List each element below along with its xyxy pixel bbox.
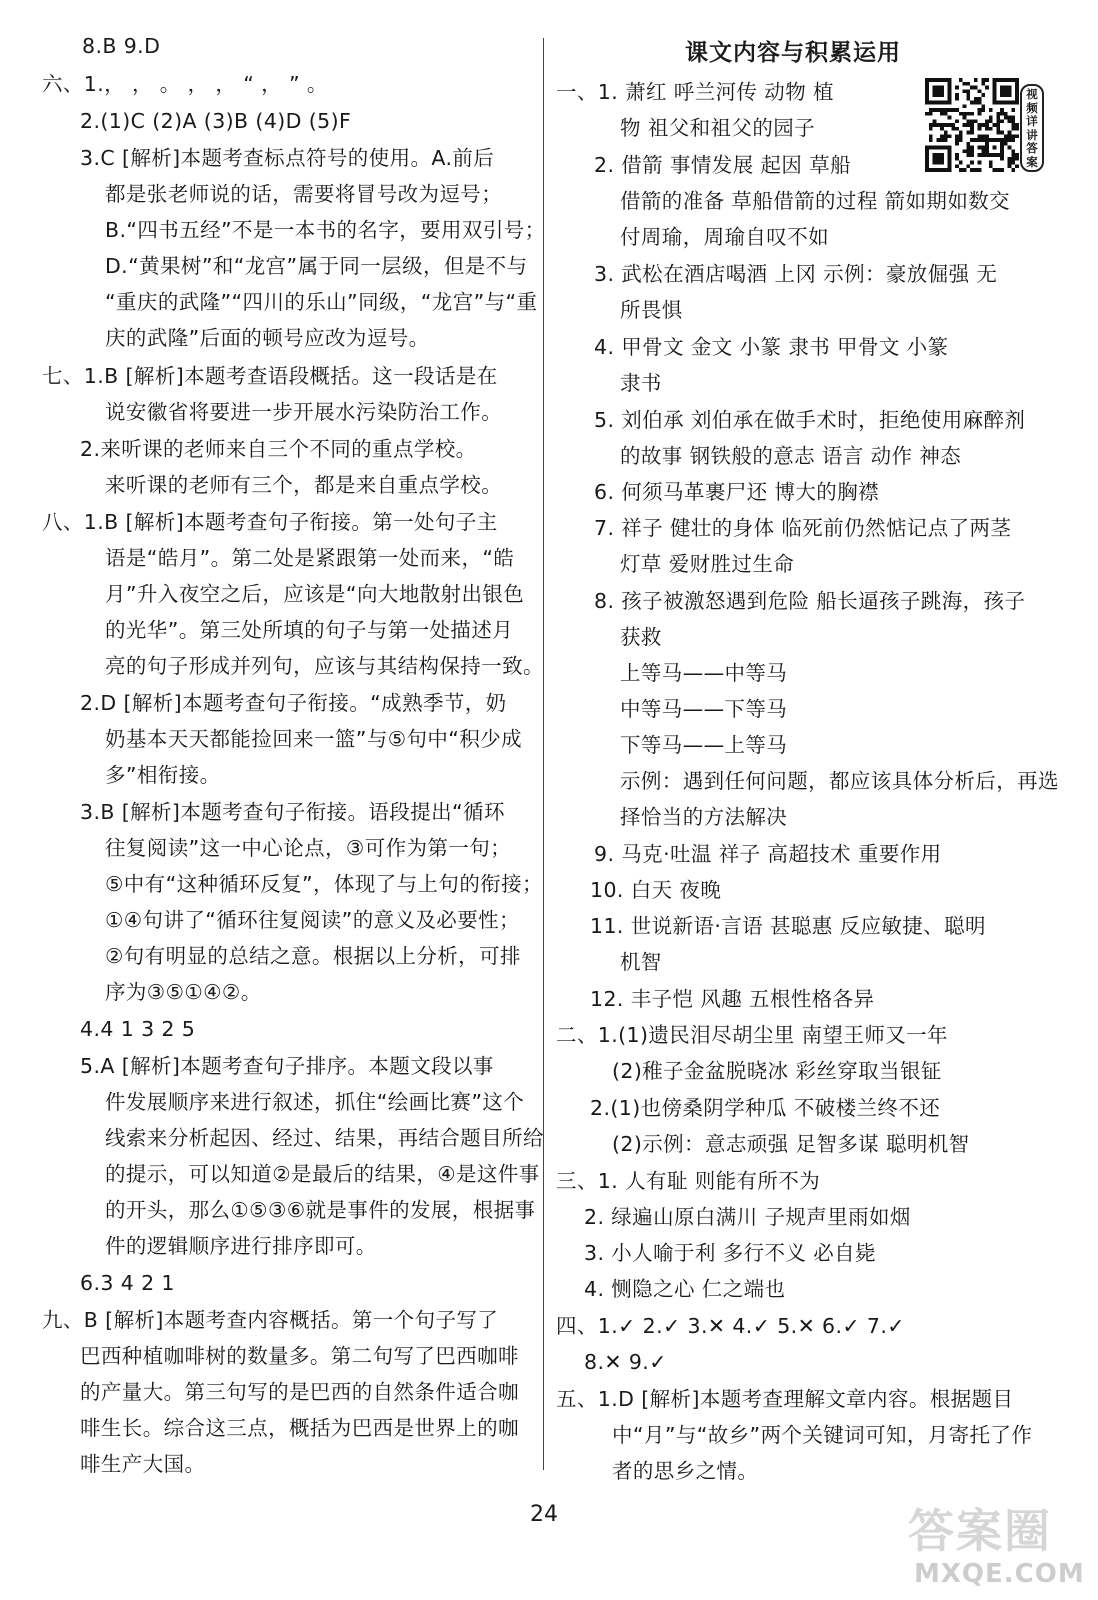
- column-divider: [543, 38, 544, 1470]
- answer-line: 物 祖父和祖父的园子: [620, 116, 816, 140]
- answer-line: 8. 孩子被激怒遇到危险 船长逼孩子跳海，孩子: [594, 589, 1026, 613]
- answer-line: 4. 恻隐之心 仁之端也: [584, 1277, 786, 1301]
- answer-line: 择恰当的方法解决: [620, 805, 788, 829]
- answer-line: 2.D [解析]本题考查句子衔接。“成熟季节，奶: [80, 691, 507, 715]
- answer-line: 6. 何须马革裹尸还 博大的胸襟: [594, 480, 879, 504]
- answer-line: 8.✕ 9.✓: [584, 1350, 667, 1374]
- answer-line: 2.(1)C (2)A (3)B (4)D (5)F: [80, 109, 352, 133]
- answer-line: 2. 绿遍山原白满川 子规声里雨如烟: [584, 1205, 911, 1229]
- answer-line: 5. 刘伯承 刘伯承在做手术时，拒绝使用麻醉剂: [594, 408, 1026, 432]
- page-number: 24: [530, 1502, 558, 1527]
- answer-line: 往复阅读”这一中心论点，③可作为第一句；: [105, 836, 511, 860]
- answer-line: 奶基本天天都能捡回来一篮”与⑤句中“积少成: [105, 727, 523, 751]
- answer-line: 8.B 9.D: [82, 34, 161, 58]
- answer-line: “重庆的武隆”“四川的乐山”同级，“龙宫”与“重: [105, 290, 538, 314]
- answer-line: 五、1.D [解析]本题考查理解文章内容。根据题目: [556, 1387, 1014, 1411]
- answer-line: 说安徽省将要进一步开展水污染防治工作。: [105, 400, 503, 424]
- qr-code-icon[interactable]: [925, 78, 1019, 172]
- watermark-logo: [908, 1505, 1088, 1597]
- answer-line: 者的思乡之情。: [612, 1459, 759, 1483]
- answer-line: 六、1.， ， 。 ， ， “ ， ” 。: [42, 72, 328, 96]
- answer-line: 一、1. 萧红 呼兰河传 动物 植: [556, 80, 834, 104]
- answer-line: 的提示，可以知道②是最后的结果，④是这件事: [105, 1162, 540, 1186]
- qr-side-label: 视 频 详 讲 答 案: [1020, 84, 1044, 172]
- watermark-top: 答案圈: [908, 1504, 1052, 1558]
- answer-line: 啡生产大国。: [80, 1452, 206, 1476]
- answer-line: 示例：遇到任何问题，都应该具体分析后，再选: [620, 769, 1059, 793]
- answer-line: 灯草 爱财胜过生命: [620, 552, 795, 576]
- answer-line: 3.B [解析]本题考查句子衔接。语段提出“循环: [80, 800, 505, 824]
- answer-line: 的开头，那么①⑤③⑥就是事件的发展，根据事: [105, 1198, 536, 1222]
- answer-line: 三、1. 人有耻 则能有所不为: [556, 1169, 821, 1193]
- answer-line: 庆的武隆”后面的顿号应改为逗号。: [105, 326, 430, 350]
- answer-line: 9. 马克·吐温 祥子 高超技术 重要作用: [594, 842, 942, 866]
- answer-line: 线索来分析起因、经过、结果，再结合题目所给: [105, 1126, 544, 1150]
- answer-line: 7. 祥子 健壮的身体 临死前仍然惦记点了两茎: [594, 516, 1012, 540]
- answer-line: 借箭的准备 草船借箭的过程 箭如期如数交: [620, 189, 1011, 213]
- answer-line: B.“四书五经”不是一本书的名字，要用双引号；: [105, 218, 546, 242]
- answer-line: 2.来听课的老师来自三个不同的重点学校。: [80, 437, 477, 461]
- answer-line: 七、1.B [解析]本题考查语段概括。这一段话是在: [42, 364, 498, 388]
- answer-line: 月”升入夜空之后，应该是“向大地散射出银色: [105, 582, 525, 606]
- watermark-bottom: MXQE.COM: [914, 1559, 1085, 1589]
- answer-line: 多”相衔接。: [105, 763, 221, 787]
- answer-line: 所畏惧: [620, 298, 683, 322]
- answer-line: 啡生长。综合这三点，概括为巴西是世界上的咖: [80, 1416, 519, 1440]
- answer-line: (2)稚子金盆脱晓冰 彩丝穿取当银钲: [612, 1059, 942, 1083]
- answer-line: 件发展顺序来进行叙述，抓住“绘画比赛”这个: [105, 1090, 525, 1114]
- answer-line: 4. 甲骨文 金文 小篆 隶书 甲骨文 小篆: [594, 335, 949, 359]
- answer-line: 机智: [620, 950, 662, 974]
- answer-line: 件的逻辑顺序进行排序即可。: [105, 1234, 377, 1258]
- answer-line: 3. 小人喻于利 多行不义 必自毙: [584, 1241, 876, 1265]
- answer-line: 巴西种植咖啡树的数量多。第二句写了巴西咖啡: [80, 1344, 519, 1368]
- answer-line: 下等马——上等马: [620, 733, 788, 757]
- answer-line: 二、1.(1)遗民泪尽胡尘里 南望王师又一年: [556, 1023, 948, 1047]
- answer-line: 5.A [解析]本题考查句子排序。本题文段以事: [80, 1054, 494, 1078]
- answer-line: 2.(1)也傍桑阴学种瓜 不破楼兰终不还: [590, 1096, 941, 1120]
- answer-line: 3.C [解析]本题考查标点符号的使用。A.前后: [80, 146, 495, 170]
- answer-line: 2. 借箭 事情发展 起因 草船: [594, 153, 852, 177]
- answer-line: 九、B [解析]本题考查内容概括。第一个句子写了: [42, 1308, 499, 1332]
- answer-line: 语是“皓月”。第二处是紧跟第一处而来，“皓: [105, 546, 515, 570]
- answer-line: 10. 白天 夜晚: [590, 878, 722, 902]
- answer-line: 4.4 1 3 2 5: [80, 1017, 196, 1041]
- answer-line: ①④句讲了“循环往复阅读”的意义及必要性；: [105, 908, 520, 932]
- answer-line: 获救: [620, 625, 662, 649]
- answer-line: 上等马——中等马: [620, 661, 788, 685]
- answer-line: 的故事 钢铁般的意志 语言 动作 神态: [620, 444, 962, 468]
- answer-line: 来听课的老师有三个，都是来自重点学校。: [105, 473, 503, 497]
- answer-line: D.“黄果树”和“龙宫”属于同一层级，但是不与: [105, 254, 528, 278]
- answer-line: 中等马——下等马: [620, 697, 788, 721]
- answer-line: 6.3 4 2 1: [80, 1271, 175, 1295]
- answer-line: 亮的句子形成并列句，应该与其结构保持一致。: [105, 654, 544, 678]
- answer-line: 都是张老师说的话，需要将冒号改为逗号；: [105, 182, 503, 206]
- answer-line: 中“月”与“故乡”两个关键词可知，月寄托了作: [612, 1423, 1033, 1447]
- answer-line: (2)示例：意志顽强 足智多谋 聪明机智: [612, 1132, 970, 1156]
- answer-line: 3. 武松在酒店喝酒 上冈 示例：豪放倔强 无: [594, 262, 998, 286]
- answer-line: 四、1.✓ 2.✓ 3.✕ 4.✓ 5.✕ 6.✓ 7.✓: [556, 1314, 905, 1338]
- answer-line: 隶书: [620, 371, 662, 395]
- answer-line: 的光华”。第三处所填的句子与第一处描述月: [105, 618, 514, 642]
- answer-line: 序为③⑤①④②。: [105, 980, 262, 1004]
- answer-line: 八、1.B [解析]本题考查句子衔接。第一处句子主: [42, 510, 498, 534]
- answer-line: 付周瑜，周瑜自叹不如: [620, 225, 829, 249]
- answer-line: ⑤中有“这种循环反复”，体现了与上句的衔接；: [105, 872, 543, 896]
- section-title: 课文内容与积累运用: [685, 40, 901, 66]
- answer-line: 的产量大。第三句写的是巴西的自然条件适合咖: [80, 1380, 519, 1404]
- answer-line: 11. 世说新语·言语 甚聪惠 反应敏捷、聪明: [590, 914, 986, 938]
- answer-line: ②句有明显的总结之意。根据以上分析，可排: [105, 944, 521, 968]
- answer-line: 12. 丰子恺 风趣 五根性格各异: [590, 987, 875, 1011]
